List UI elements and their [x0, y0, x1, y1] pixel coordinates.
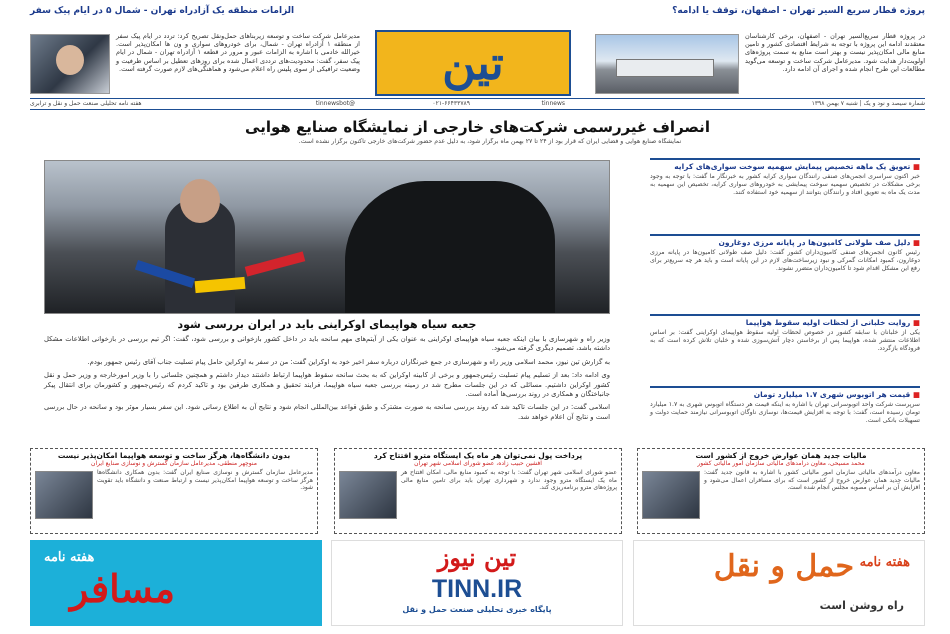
advertisement-row	[30, 540, 925, 626]
bottom-story-photo	[642, 471, 700, 519]
bottom-stories	[30, 448, 925, 534]
bottom-story-photo	[35, 471, 93, 519]
social-handle-2[interactable]: @tinnewsbot	[315, 100, 355, 107]
article-title[interactable]: جعبه سیاه هواپیمای اوکراینی باید در ایران بررسی شود	[177, 318, 477, 331]
ad-hamlonaghl-tagline: راه روشن است	[819, 599, 904, 612]
ad-tinnews[interactable]	[331, 540, 623, 626]
header-right-story	[595, 28, 925, 100]
news-item-title[interactable]: ■ روایت خلبانی از لحظات اولیه سقوط هواپیما	[650, 316, 920, 329]
bottom-story	[30, 448, 318, 534]
bottom-story-text: عضو شورای اسلامی شهر تهران گفت: با توجه به کمبود منابع مالی، امکان افتتاح هر ماه یک ایستگاه مترو وجود ندارد و شهرداری تهران باید برای تامین منابع مالی پروژه‌های مترو برنامه‌ریزی کند.	[401, 469, 617, 492]
ad-tinnews-tagline: پایگاه خبری تحلیلی صنعت حمل و نقل	[402, 605, 552, 614]
bottom-story-title[interactable]: بدون دانشگاه‌ها، هرگز ساخت و توسعه هواپیما امکان‌پذیر نیست	[57, 451, 291, 460]
news-item	[650, 158, 920, 230]
news-item-text: یکی از خلبانان با سابقه کشور در خصوص لحظات اولیه سقوط هواپیمای اوکراینی گفت: بر اساس اطلاعات منتشر شده، هواپیما پس از برخاستن دچار آتش‌سوزی شده و خلبان تلاش کرده است که به فرودگاه بازگردد.	[650, 329, 920, 352]
main-news-photo	[44, 160, 610, 314]
right-news-column	[650, 158, 920, 440]
bottom-story-title[interactable]: مالیات جدید همان عوارض خروج از کشور است	[695, 451, 867, 460]
bottom-story-byline: منوچهر منطقی، مدیرعامل سازمان گسترش و نوسازی صنایع ایران	[91, 460, 257, 467]
masthead	[30, 28, 925, 106]
photo-foreground-person	[345, 181, 555, 314]
news-item-text: خبر اکنون سراسری انجمن‌های صنفی رانندگان سواری کرایه کشور به خبرنگار ما گفت: با توجه به وجود برخی مشکلات در تخصیص سهمیه سوخت پیمایشی به خودروهای سواری کرایه، تخصیص این سهمیه به مدت یک ماه به تعویق افتاد و رانندگان بتوانند از سهمیه خود استفاده کنند.	[650, 173, 920, 196]
social-handle-1[interactable]: tinnews	[541, 100, 565, 107]
ad-tinnews-title: تین نیوز	[437, 543, 517, 572]
header-right-story-text: در پروژه قطار سریع‌السیر تهران - اصفهان، برخی کارشناسان معتقدند ادامه این پروژه با توجه به شرایط اقتصادی کشور و تامین منابع مالی امکان‌پذیر نیست و بهتر است منابع به سمت پروژه‌های اولویت‌دار هدایت شود. مدیرعامل شرکت ساخت و توسعه می‌گوید مطالعات این طرح انجام شده و اجرای آن ادامه دارد.	[745, 32, 925, 73]
ad-tinnews-url: TINN.IR	[431, 575, 523, 603]
phone-number: ۰۲۱-۶۶۴۳۳۷۸۹	[432, 100, 470, 107]
ad-mosafer[interactable]	[30, 540, 322, 626]
bottom-story	[334, 448, 622, 534]
news-item	[650, 314, 920, 382]
issue-info: شماره سیصد و نود و یک | شنبه ۷ بهمن ۱۳۹۸	[811, 100, 925, 107]
top-right-headline[interactable]: پروژه قطار سریع السیر تهران - اصفهان، توقف یا ادامه؟	[672, 6, 925, 16]
ad-hamlonaghl-title: حمل و نقل	[713, 549, 854, 584]
news-item-title[interactable]: ■ دلیل صف طولانی کامیون‌ها در پایانه مرزی دوغارون	[650, 236, 920, 249]
news-item-title[interactable]: ■ قیمت هر اتوبوس شهری ۱.۷ میلیارد تومان	[650, 388, 920, 401]
bottom-story-byline: افشین حبیب زاده، عضو شورای اسلامی شهر تهران	[414, 460, 542, 467]
article-paragraph: به گزارش تین نیوز، محمد اسلامی وزیر راه و شهرسازی در جمع خبرنگاران درباره سفر اخیر خود به اوکراین گفت: من در سفر به اوکراین حامل پیام تسلیت جناب آقای رئیس جمهور بودم.	[87, 357, 610, 366]
photo-person-head	[180, 179, 220, 223]
article-paragraph: وزیر راه و شهرسازی با بیان اینکه جعبه سیاه هواپیمای اوکراینی به عنوان یکی از آیتم‌های مهم سانحه باید در داخل کشور بازخوانی و بررسی شود، گفت: اگر تیم بررسی در بازخوانی اطلاعات مشکل داشته باشد، تصمیم دیگری گرفته می‌شود.	[44, 335, 610, 353]
bottom-story	[637, 448, 925, 534]
news-item-text: سرپرست شرکت واحد اتوبوسرانی تهران با اشاره به اینکه قیمت هر دستگاه اتوبوس شهری به ۱.۷ میلیارد تومان رسیده است، گفت: با توجه به افزایش قیمت‌ها، نوسازی ناوگان اتوبوسرانی نیازمند حمایت دولت و تسهیلات بانکی است.	[650, 401, 920, 424]
top-left-headline[interactable]: الزامات منطقه یک آزادراه تهران - شمال ۵ در ایام پیک سفر	[30, 6, 295, 16]
header-left-story-text: مدیرعامل شرکت ساخت و توسعه زیربناهای حمل‌ونقل تصریح کرد: تردد در ایام پیک سفر از منطقه ۱ آزادراه تهران - شمال، برای خودروهای سواری و ون ها امکان‌پذیر است. خیرالله خادمی با اشاره به الزامات عبور و مرور در قطعه ۱ آزادراه تهران - شمال در ایام پیک سفر، گفت: محدودیت‌های ترددی اعمال شده برای روزهای تعطیل بر اساس ظرفیت و وضعیت ترافیکی از سوی پلیس راه اعلام می‌شود و هماهنگی‌های لازم صورت گرفته است.	[116, 32, 360, 73]
bottom-story-photo	[339, 471, 397, 519]
bottom-story-title[interactable]: پرداخت پول نمی‌توان هر ماه یک ایستگاه مترو افتتاح کرد	[373, 451, 583, 460]
main-headline[interactable]: انصراف غیررسمی شرکت‌های خارجی از نمایشگاه صنایع هوایی	[245, 118, 710, 136]
top-strip	[30, 6, 925, 26]
ad-mosafer-title: مسافر	[70, 566, 175, 611]
slogan: هفته نامه تحلیلی صنعت حمل و نقل و ترابری	[30, 100, 142, 107]
header-left-story	[30, 28, 360, 100]
newspaper-logo[interactable]	[375, 30, 571, 96]
article-paragraph: وی ادامه داد: بعد از تسلیم پیام تسلیت رئیس‌جمهور و برخی از کابینه اوکراین که به بحث سانحه سقوط هواپیما ارتباط داشتند دیدار داشتم و همچنین جلساتی را با وزیر امورخارجه و وزیر حمل و نقل کشور اوکراین داشتیم. مسائلی که در این جلسات مطرح شد در زمینه بررسی جعبه سیاه هواپیما، فرایند تحقیق و همکاری طرفین بود و تاکید کردم که رئیس‌جمهور و کشورمان برای انتقال پیکر جانباختگان و همکاری در روند بررسی‌ها آماده است.	[44, 371, 610, 399]
logo-text: تین	[442, 36, 504, 90]
bottom-story-byline: محمد مسیحی، معاون درآمدهای مالیاتی سازمان امور مالیاتی کشور	[697, 460, 865, 467]
news-item-text: رئیس کانون انجمن‌های صنفی کامیون‌داران کشور گفت: دلیل صف طولانی کامیون‌ها در پایانه مرزی دوغارون، کمبود امکانات گمرکی و نبود زیرساخت‌های لازم در این پایانه است و باید هر چه سریع‌تر برای رفع این مشکل اقدام شود تا کامیون‌داران متضرر نشوند.	[650, 249, 920, 272]
news-item-title[interactable]: ■ تعویق یک ماهه تخصیص پیمایش سهمیه سوخت سواری‌های کرایه	[650, 160, 920, 173]
header-train-photo	[595, 34, 739, 94]
news-item	[650, 234, 920, 310]
ad-mosafer-label: هفته نامه	[44, 550, 95, 565]
microphone-icon	[245, 251, 306, 276]
bottom-story-text: معاون درآمدهای مالیاتی سازمان امور مالیاتی کشور با اشاره به قانون جدید گفت: مالیات جدید همان عوارض خروج از کشور است که برای مسافران اعمال می‌شود و افزایش آن بر اساس مصوبه مجلس انجام شده است.	[704, 469, 920, 492]
article-paragraph: اسلامی گفت: در این جلسات تاکید شد که روند بررسی سانحه به صورت مشترک و طبق قواعد بین‌المللی انجام شود و نتایج آن به اطلاع رسانی شود. این سفر بسیار موثر بود و سانحه در حال بررسی است و نتایج آن اعلام خواهد شد.	[44, 403, 610, 421]
ad-hamlonaghl-label: هفته نامه	[859, 555, 910, 570]
issue-meta-bar	[30, 98, 925, 110]
news-item	[650, 386, 920, 446]
header-left-photo	[30, 34, 110, 94]
main-lead: نمایشگاه صنایع هوایی و فضایی ایران که قرار بود از ۲۴ تا ۲۷ بهمن ماه برگزار شود، به دلیل عدم حضور شرکت‌های خارجی تاکنون برگزار نشده است.	[298, 138, 682, 145]
ad-hamlonaghl[interactable]	[633, 540, 925, 626]
bottom-story-text: مدیرعامل سازمان گسترش و نوسازی صنایع ایران گفت: بدون همکاری دانشگاه‌ها هرگز ساخت و توسعه هواپیما امکان‌پذیر نیست و ارتباط صنعت و دانشگاه باید تقویت شود.	[97, 469, 313, 492]
article-body	[44, 335, 610, 426]
